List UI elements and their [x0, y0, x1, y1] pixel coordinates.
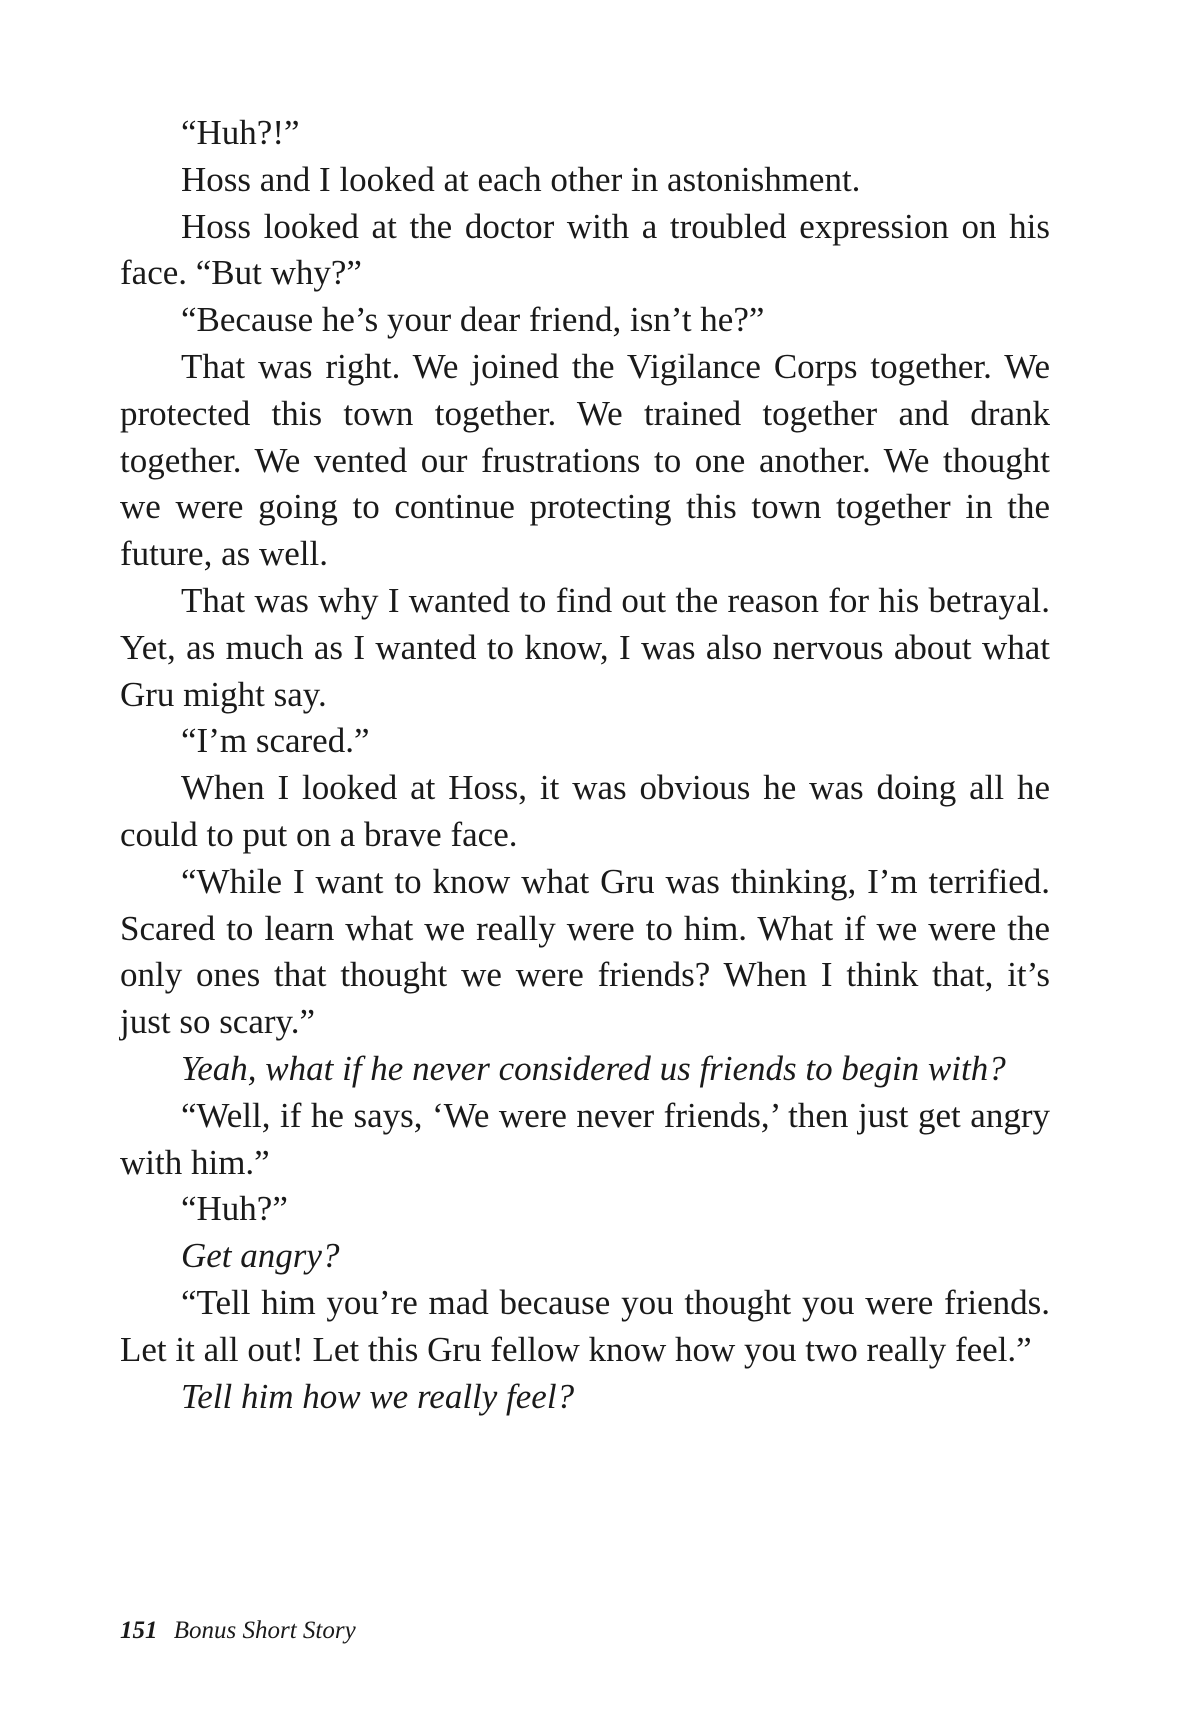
paragraph: That was why I wanted to find out the reason for his betrayal. Yet, as much as I wanted to know, I was also nervous about what Gru might say.	[120, 580, 1050, 714]
paragraph: “Because he’s your dear friend, isn’t he?”	[181, 300, 765, 340]
paragraph: “Well, if he says, ‘We were never friends,’ then just get angry with him.”	[120, 1095, 1050, 1182]
italic-thought-paragraph: Tell him how we really feel?	[181, 1376, 575, 1416]
body-text	[120, 110, 1050, 1420]
italic-thought-paragraph: Yeah, what if he never considered us friends to begin with?	[181, 1048, 1006, 1088]
paragraph: “Huh?!”	[181, 113, 300, 152]
paragraph: Hoss looked at the doctor with a troubled expression on his face. “But why?”	[120, 206, 1050, 293]
paragraph: “I’m scared.”	[181, 721, 370, 761]
italic-thought-paragraph: Get angry?	[181, 1236, 340, 1276]
paragraph: “Huh?”	[181, 1189, 288, 1229]
paragraph: That was right. We joined the Vigilance Corps together. We protected this town together. We trained together and drank together. We vented our frustrations to one another. We thought we were going to continue protecting this town together in the future, as well.	[120, 346, 1050, 574]
paragraph: When I looked at Hoss, it was obvious he was doing all he could to put on a brave face.	[120, 768, 1050, 854]
section-title: Bonus Short Story	[173, 1617, 356, 1644]
page-footer	[120, 1617, 356, 1645]
page-number: 151	[120, 1617, 158, 1644]
paragraph: Hoss and I looked at each other in astonishment.	[181, 159, 861, 199]
paragraph: “Tell him you’re mad because you thought you were friends. Let it all out! Let this Gru fellow know how you two really feel.”	[120, 1282, 1050, 1369]
paragraph: “While I want to know what Gru was thinking, I’m terrified. Scared to learn what we really were to him. What if we were the only ones that thought we were friends? When I think that, it’s just so scary.”	[120, 861, 1050, 1042]
